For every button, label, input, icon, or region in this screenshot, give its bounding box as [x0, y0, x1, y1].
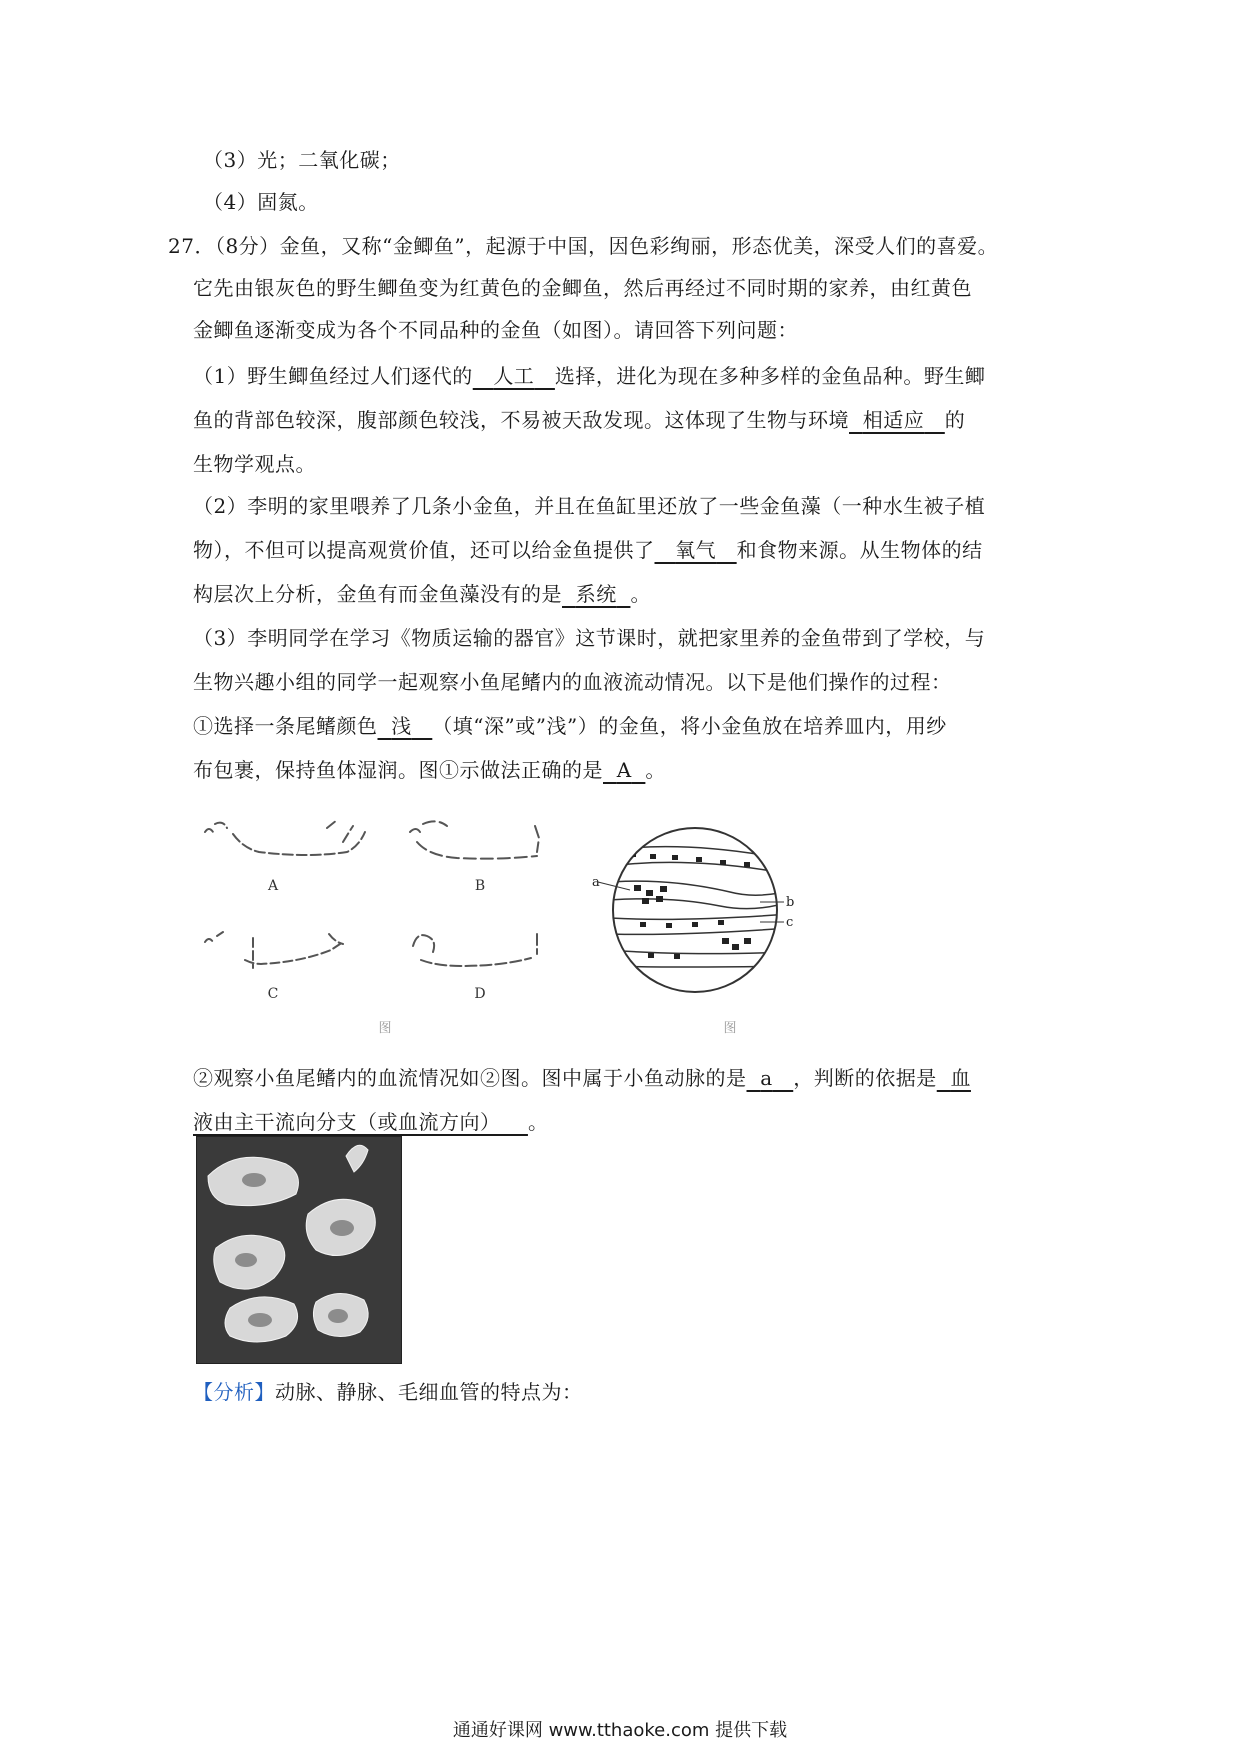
text: 物），不但可以提高观赏价值，还可以给金鱼提供了 — [193, 538, 655, 562]
analysis-text: 动脉、静脉、毛细血管的特点为： — [275, 1380, 583, 1404]
text: （1）野生鲫鱼经过人们逐代的 — [193, 364, 473, 388]
step1-line2 — [193, 756, 666, 784]
part2-line3 — [193, 580, 651, 608]
part1-line1 — [193, 362, 985, 390]
text: 和食物来源。从生物体的结 — [736, 538, 983, 562]
footer: 通通好课网 www.tthaoke.com 提供下载 — [452, 1720, 788, 1741]
answer-blank — [473, 364, 555, 388]
answer-text: 浅 — [391, 714, 412, 738]
figure1-label-b: B — [474, 878, 486, 894]
answer-text: 液由主干流向分支（或血流方向） — [193, 1110, 501, 1134]
figure2-caption: 图 — [723, 1021, 737, 1036]
answer-blank — [655, 538, 737, 562]
answer-blank — [603, 758, 645, 782]
text: 。 — [527, 1110, 549, 1134]
figure1-label-d: D — [474, 986, 486, 1002]
text: 构层次上分析，金鱼有而金鱼藻没有的是 — [193, 582, 562, 606]
figure1-label-a: A — [267, 878, 279, 894]
answer-blank — [378, 714, 433, 738]
answer-text: 氧气 — [675, 538, 717, 562]
question-27-intro-1: 27．（8分）金鱼，又称“金鲫鱼”，起源于中国，因色彩绚丽，形态优美，深受人们的喜爱。 — [168, 234, 999, 258]
answer-text: 血 — [950, 1066, 971, 1090]
figure2-label-a: a — [592, 875, 600, 890]
answer-line-3: （3）光；二氧化碳； — [203, 148, 401, 172]
answer-text: a — [760, 1066, 773, 1090]
step1-line1 — [193, 712, 947, 740]
text: ②观察小鱼尾鳍内的血流情况如②图。图中属于小鱼动脉的是 — [193, 1066, 747, 1090]
question-27-intro-2: 它先由银灰色的野生鲫鱼变为红黄色的金鲫鱼，然后再经过不同时期的家养，由红黄色 — [193, 276, 972, 300]
answer-text: A — [616, 758, 632, 782]
figure1-caption: 图 — [378, 1021, 392, 1036]
part1-line2 — [193, 406, 965, 434]
answer-blank — [849, 408, 945, 432]
answer-blank — [562, 582, 630, 606]
part1-line3: 生物学观点。 — [193, 452, 316, 476]
text: 。 — [630, 582, 651, 606]
answer-blank — [937, 1066, 971, 1090]
figure1-label-c: C — [267, 986, 279, 1002]
step2-line1 — [193, 1064, 971, 1092]
part3-line2: 生物兴趣小组的同学一起观察小鱼尾鳍内的血液流动情况。以下是他们操作的过程： — [193, 670, 952, 694]
text: 布包裹，保持鱼体湿润。图①示做法正确的是 — [193, 758, 603, 782]
answer-blank — [747, 1066, 794, 1090]
answer-text: 人工 — [493, 364, 535, 388]
part3-line1: （3）李明同学在学习《物质运输的器官》这节课时，就把家里养的金鱼带到了学校，与 — [193, 626, 986, 650]
answer-text: 系统 — [575, 582, 617, 606]
part2-line1: （2）李明的家里喂养了几条小金鱼，并且在鱼缸里还放了一些金鱼藻（一种水生被子植 — [193, 494, 986, 518]
figure2-label-b: b — [786, 895, 795, 910]
text: 。 — [645, 758, 666, 782]
figure-fish-handling — [195, 810, 575, 1040]
goldfish-photo — [196, 1136, 402, 1364]
question-27-intro-3: 金鲫鱼逐渐变成为各个不同品种的金鱼（如图）。请回答下列问题： — [193, 318, 798, 342]
step2-line2 — [193, 1108, 548, 1136]
analysis-line — [193, 1378, 583, 1406]
text: 的 — [944, 408, 966, 432]
analysis-tag: 【分析】 — [193, 1380, 275, 1404]
text: ①选择一条尾鳍颜色 — [193, 714, 378, 738]
text: 选择，进化为现在多种多样的金鱼品种。野生鲫 — [554, 364, 986, 388]
text: （填“深”或”浅”）的金鱼，将小金鱼放在培养皿内，用纱 — [432, 714, 947, 738]
text: ，判断的依据是 — [793, 1066, 937, 1090]
figure2-label-c: c — [786, 915, 794, 930]
figure-tail-fin-blood-flow — [590, 810, 810, 1040]
answer-text: 相适应 — [862, 408, 925, 432]
part2-line2 — [193, 536, 983, 564]
answer-line-4: （4）固氮。 — [203, 190, 319, 214]
answer-blank — [193, 1110, 528, 1134]
text: 鱼的背部色较深，腹部颜色较浅，不易被天敌发现。这体现了生物与环境 — [193, 408, 849, 432]
